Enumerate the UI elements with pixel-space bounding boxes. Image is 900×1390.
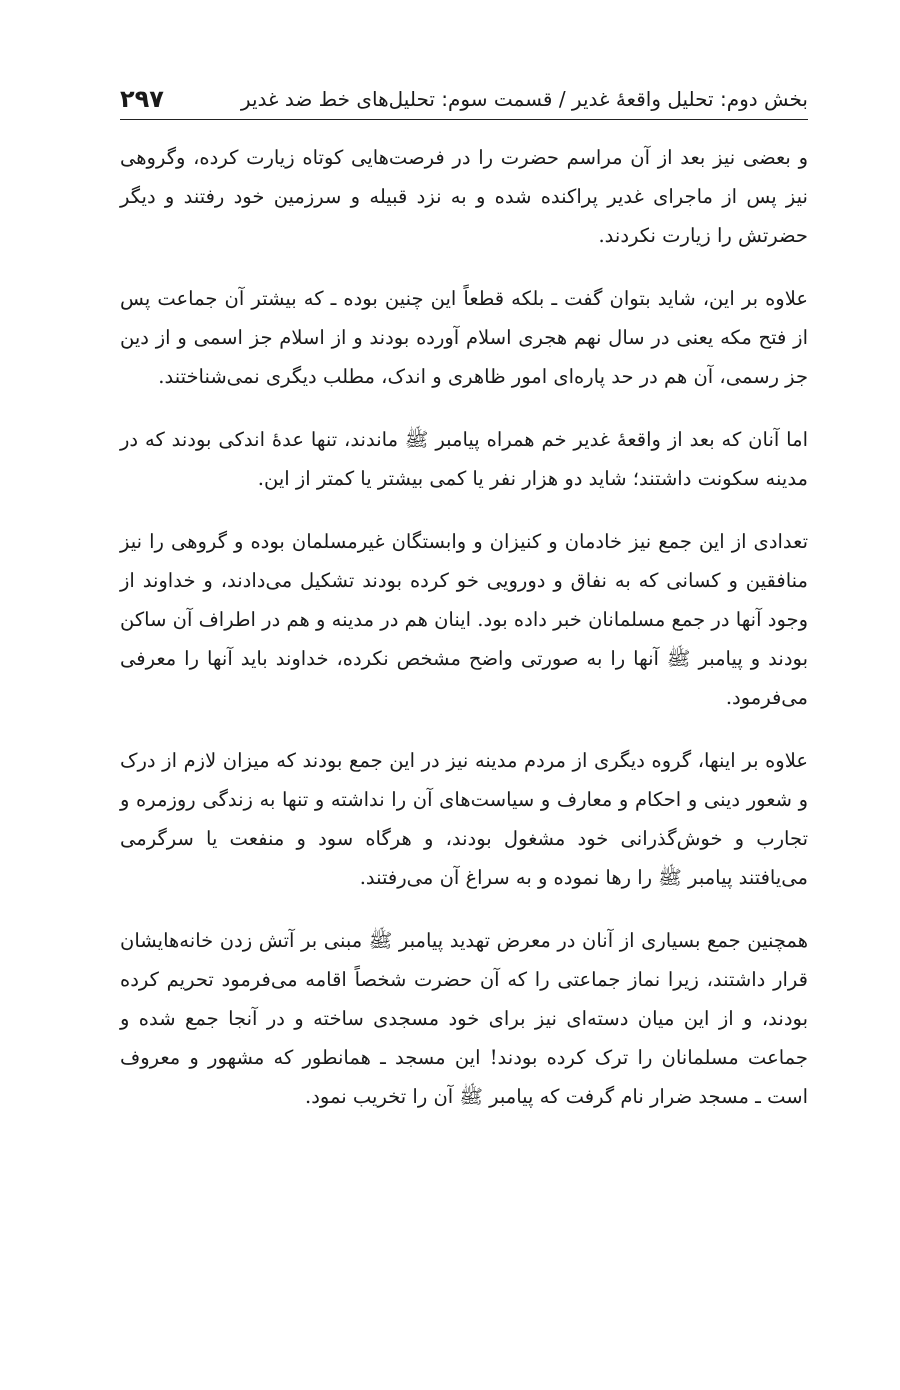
body-text	[120, 138, 808, 1140]
paragraph-2: علاوه بر این، شاید بتوان گفت ـ بلکه قطعاً این چنین بوده ـ که بیشتر آن جماعت پس از فتح مکه یعنی در سال نهم هجری اسلام آورده بودند و از اسلام جز اسمی و از دین جز رسمی، آن هم در حد پاره‌ای امور ظاهری و اندک، مطلب دیگری نمی‌شناختند.	[120, 287, 808, 388]
header-title: بخش دوم: تحلیل واقعهٔ غدیر / قسمت سوم: تحلیل‌های خط ضد غدیر	[240, 87, 808, 111]
paragraph-1: و بعضی نیز بعد از آن مراسم حضرت را در فرصت‌هایی کوتاه زیارت کرده، وگروهی نیز پس از ماجرای غدیر پراکنده شده و به نزد قبیله و سرزمین خود رفتند و دیگر حضرتش را زیارت نکردند.	[120, 146, 808, 247]
paragraph-6: همچنین جمع بسیاری از آنان در معرض تهدید پیامبر ﷺ مبنی بر آتش زدن خانه‌هایشان قرار داشتند، زیرا نماز جماعتی را که آن حضرت شخصاً اقامه می‌فرمود تحریم کرده بودند، و از این میان دسته‌ای نیز برای خود مسجدی ساخته و در آنجا جمع شده و جماعت مسلمانان را ترک کرده بودند! این مسجد ـ همانطور که مشهور و معروف است ـ مسجد ضرار نام گرفت که پیامبر ﷺ آن را تخریب نمود.	[120, 929, 808, 1108]
header-divider	[120, 119, 808, 120]
paragraph-4: تعدادی از این جمع نیز خادمان و کنیزان و وابستگان غیرمسلمان بوده و گروهی را نیز منافقین و کسانی که به نفاق و دورویی خو کرده بودند تشکیل می‌دادند، و خداوند از وجود آنها در جمع مسلمانان خبر داده بود. اینان هم در مدینه و هم در اطراف آن ساکن بودند و پیامبر ﷺ آنها را به صورتی واضح مشخص نکرده، خداوند باید آنها را معرفی می‌فرمود.	[120, 530, 808, 709]
running-header	[120, 72, 808, 112]
paragraph-3: اما آنان که بعد از واقعهٔ غدیر خم همراه پیامبر ﷺ ماندند، تنها عدهٔ اندکی بودند که در مدینه سکونت داشتند؛ شاید دو هزار نفر یا کمی بیشتر یا کمتر از این.	[120, 428, 808, 490]
paragraph-5: علاوه بر اینها، گروه دیگری از مردم مدینه نیز در این جمع بودند که میزان لازم از درک و شعور دینی و احکام و معارف و سیاست‌های آن را نداشته و تنها به زندگی روزمره و تجارب و خوش‌گذرانی خود مشغول بودند، و هرگاه سود و منفعت یا سرگرمی می‌یافتند پیامبر ﷺ را رها نموده و به سراغ آن می‌رفتند.	[120, 749, 808, 889]
page-number: ۲۹۷	[120, 85, 164, 113]
book-page	[120, 0, 808, 1390]
